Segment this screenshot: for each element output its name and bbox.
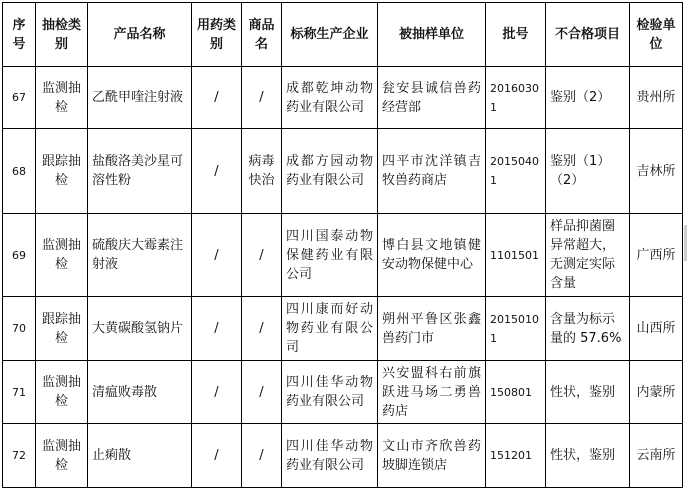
cell-sampled-unit: 博白县文地镇健安动物保健中心	[378, 214, 486, 297]
cell-seq: 69	[3, 214, 36, 297]
cell-usage: /	[192, 424, 242, 488]
table-row	[3, 297, 683, 361]
cell-product: 盐酸洛美沙星可溶性粉	[88, 129, 192, 214]
cell-trade-name: 病毒快治	[242, 129, 282, 214]
header-usage: 用药类别	[192, 3, 242, 67]
cell-category: 跟踪抽检	[36, 297, 88, 361]
cell-category: 监测抽检	[36, 214, 88, 297]
cell-trade-name: /	[242, 424, 282, 488]
cell-batch: 151201	[486, 424, 546, 488]
cell-trade-name: /	[242, 214, 282, 297]
cell-agency: 吉林所	[630, 129, 683, 214]
header-manufacturer: 标称生产企业	[282, 3, 378, 67]
cell-seq: 67	[3, 67, 36, 129]
cell-seq: 71	[3, 361, 36, 424]
cell-agency: 内蒙所	[630, 361, 683, 424]
cell-product: 大黄碳酸氢钠片	[88, 297, 192, 361]
cell-category: 跟踪抽检	[36, 129, 88, 214]
cell-category: 监测抽检	[36, 67, 88, 129]
cell-trade-name: /	[242, 361, 282, 424]
cell-product: 硫酸庆大霉素注射液	[88, 214, 192, 297]
cell-defect: 性状，鉴别	[546, 361, 630, 424]
cell-agency: 云南所	[630, 424, 683, 488]
cell-defect: 性状，鉴别	[546, 424, 630, 488]
cell-agency: 山西所	[630, 297, 683, 361]
header-agency: 检验单位	[630, 3, 683, 67]
cell-manufacturer: 成都方园动物药业有限公司	[282, 129, 378, 214]
header-trade-name: 商品名	[242, 3, 282, 67]
cell-product: 清瘟败毒散	[88, 361, 192, 424]
cell-usage: /	[192, 67, 242, 129]
cell-batch: 150801	[486, 361, 546, 424]
header-product: 产品名称	[88, 3, 192, 67]
cell-sampled-unit: 兴安盟科右前旗跃进马场二勇兽药店	[378, 361, 486, 424]
cell-product: 乙酰甲喹注射液	[88, 67, 192, 129]
cell-trade-name: /	[242, 297, 282, 361]
nonconforming-products-table	[2, 2, 683, 488]
cell-sampled-unit: 朔州平鲁区张鑫兽药门市	[378, 297, 486, 361]
cell-seq: 68	[3, 129, 36, 214]
cell-category: 监测抽检	[36, 424, 88, 488]
cell-agency: 贵州所	[630, 67, 683, 129]
header-defect: 不合格项目	[546, 3, 630, 67]
cell-batch: 20150101	[486, 297, 546, 361]
cell-defect: 鉴别（2）	[546, 67, 630, 129]
cell-sampled-unit: 瓮安县诚信兽药经营部	[378, 67, 486, 129]
table-row	[3, 361, 683, 424]
header-seq: 序号	[3, 3, 36, 67]
cell-defect: 鉴别（1）（2）	[546, 129, 630, 214]
cell-defect: 样品抑菌圈异常超大，无测定实际含量	[546, 214, 630, 297]
header-batch: 批号	[486, 3, 546, 67]
cell-manufacturer: 成都乾坤动物药业有限公司	[282, 67, 378, 129]
cell-trade-name: /	[242, 67, 282, 129]
table-row	[3, 424, 683, 488]
table-header-row	[3, 3, 683, 67]
table-row	[3, 67, 683, 129]
cell-manufacturer: 四川佳华动物药业有限公司	[282, 361, 378, 424]
cell-manufacturer: 四川国泰动物保健药业有限公司	[282, 214, 378, 297]
cell-batch: 20150401	[486, 129, 546, 214]
header-category: 抽检类别	[36, 3, 88, 67]
header-sampled-unit: 被抽样单位	[378, 3, 486, 67]
cell-usage: /	[192, 214, 242, 297]
cell-seq: 72	[3, 424, 36, 488]
cell-defect: 含量为标示量的 57.6%	[546, 297, 630, 361]
cell-usage: /	[192, 361, 242, 424]
cell-usage: /	[192, 129, 242, 214]
table-row	[3, 214, 683, 297]
cell-manufacturer: 四川康而好动物药业有限公司	[282, 297, 378, 361]
cell-category: 监测抽检	[36, 361, 88, 424]
cell-seq: 70	[3, 297, 36, 361]
cell-sampled-unit: 四平市沈洋镇吉牧兽药商店	[378, 129, 486, 214]
cell-batch: 20160301	[486, 67, 546, 129]
table-row	[3, 129, 683, 214]
cell-agency: 广西所	[630, 214, 683, 297]
cell-usage: /	[192, 297, 242, 361]
cell-batch: 1101501	[486, 214, 546, 297]
cell-product: 止痢散	[88, 424, 192, 488]
cell-sampled-unit: 文山市齐欣兽药坡脚连锁店	[378, 424, 486, 488]
cell-manufacturer: 四川佳华动物药业有限公司	[282, 424, 378, 488]
